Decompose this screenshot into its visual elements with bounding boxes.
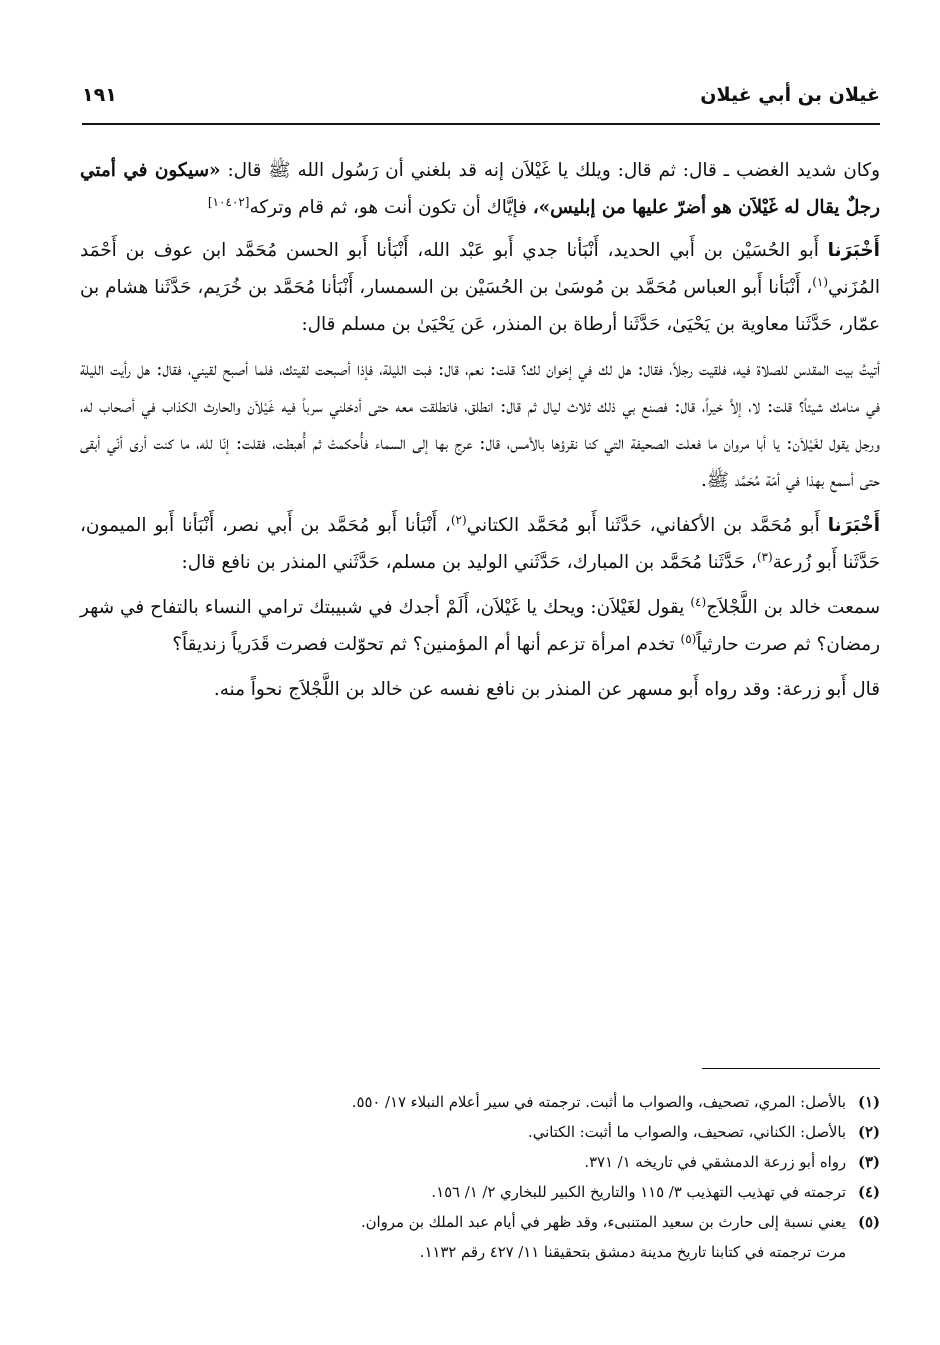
p5-footnote-marker-1: (٤) [690,594,707,609]
p4-mid: ، أَنْبَأنا أَبو مُحَمَّد بن أَبي نصر، أَنْبَأنا أَبو الميمون، حَدَّثَنا أَبو زُرعة [80,515,880,573]
footnotes [90,1088,880,1268]
main-text [80,152,880,716]
p5-footnote-marker-2: (٥) [680,631,697,646]
p2-footnote-marker: (١) [812,274,829,289]
p1-hadith-quote: «سيكون في أمتي رجلٌ يقال له غَيْلاَن هو أضرّ عليها من إبليس»، [80,160,880,218]
footnote-4 [90,1178,880,1208]
footnote-3-number: (٣) [858,1154,880,1171]
paragraph-4 [80,507,880,581]
p5-mid: يقول لغَيْلاَن: ويحك يا غَيْلاَن، أَلَمْ أجدك في شبيبتك ترامي النساء بالتفاح في شهر رمضان؟ ثم صرت حارثياً [80,597,880,655]
footnote-2 [90,1118,880,1148]
p1-rest: فإيَّاك أن تكون أنت هو، ثم قام وتركه [249,197,527,218]
p2-keyword: أَخْبَرَنا [827,240,880,261]
p5-rest: تخدم امرأة تزعم أنها أم المؤمنين؟ ثم تحوّلت فصرت قَدَرياً زنديقاً؟ [172,634,681,655]
p4-keyword: أَخْبَرَنا [827,515,881,536]
p4-text: أَبو مُحَمَّد بن الأكفاني، حَدَّثَنا أَبو مُحَمَّد الكتاني [466,515,820,536]
footnote-5 [90,1208,880,1268]
page-header [82,78,880,122]
footnote-2-text: بالأصل: الكناني، تصحيف، والصواب ما أثبت: الكتاني. [528,1124,846,1141]
p2-rest: ، أَنْبَأنا أَبو العباس مُحَمَّد بن مُوسَىٰ بن الحُسَيْن بن السمسار، أَنْبَأنا مُحَمَّد بن خُرَيم، حَدَّثَنا هشام بن عمّار، حَدَّثَنا معاوية بن يَحْيَىٰ، حَدَّثَنا أرطاة بن المنذر، عَن يَحْيَىٰ بن مسلم قال: [80,277,880,335]
paragraph-3 [80,351,880,499]
p5-text: سمعت خالد بن اللَّجْلاَج [706,597,881,618]
p1-text: وكان شديد الغضب ـ قال: ثم قال: ويلك يا غَيْلاَن إنه قد بلغني أن رَسُول الله ﷺ قال: [227,160,880,181]
footnote-2-number: (٢) [858,1124,880,1141]
p2-text: أَبو الحُسَيْن بن أَبي الحديد، أَنْبَأنا جدي أَبو عَبْد الله، أَنْبَأنا أَبو الحسن مُحَمَّد ابن عوف بن أَحْمَد المُزَني [80,240,880,298]
p4-footnote-marker-2: (٣) [756,549,773,564]
footnote-4-number: (٤) [858,1184,880,1201]
p1-reference: [١٠٤٠٢] [207,194,250,209]
footnote-1-number: (١) [858,1094,880,1111]
footnote-rule [702,1068,880,1069]
page-number: ١٩١ [82,84,117,106]
paragraph-5 [80,589,880,663]
footnote-5-text: يعني نسبة إلى حارث بن سعيد المتنبىء، وقد ظهر في أيام عبد الملك بن مروان. [360,1214,846,1231]
footnote-4-text: ترجمته في تهذيب التهذيب ٣/ ١١٥ والتاريخ الكبير للبخاري ٢/ ١/ ١٥٦. [431,1184,846,1201]
paragraph-1 [80,152,880,226]
paragraph-2 [80,232,880,343]
running-head: غيلان بن أبي غيلان [700,84,880,106]
paragraph-6 [80,671,880,708]
footnote-1 [90,1088,880,1118]
p4-footnote-marker-1: (٢) [450,512,467,527]
p3-text: أتيتُ بيت المقدس للصلاة فيه، فلقيت رجلاً، فقال: هل لك في إخوان لك؟ قلت: نعم، قال: فبت الليلة، فإذا أصبحت لقيتك، فلما أصبح لقيني، فقال: هل رأيت الليلة في منامك شيئاً؟ قلت: لا، إلاَّ خيراً، قال: فصنع بي ذلك ثلاث ليال ثم قال: انطلق، فانطلقت معه حتى أدخلني سرباً فيه غَيْلاَن والحارث الكذاب في أصحاب له، ورجل يقول لغَيْلاَن: يا أبا مروان ما فعلت الصحيفة التي كنا نقرؤها بالأمس، قال: عرج بها إلى السماء فأُحكمتْ ثم أُهبطت، فقلت: إنّا لله، ما كنت أرى أنّي أبقى حتى أسمع بهذا في أمّة مُحَمَّد ﷺ. [80,359,880,491]
p4-rest: ، حَدَّثَنا مُحَمَّد بن المبارك، حَدَّثَني الوليد بن مسلم، حَدَّثَني المنذر بن نافع قال: [181,552,757,573]
footnote-1-text: بالأصل: المري، تصحيف، والصواب ما أثبت. ترجمته في سير أعلام النبلاء ١٧/ ٥٥٠. [351,1094,846,1111]
footnote-3-text: رواه أبو زرعة الدمشقي في تاريخه ١/ ٣٧١. [584,1154,846,1171]
header-rule [82,123,880,125]
footnote-5-continuation: مرت ترجمته في كتابنا تاريخ مدينة دمشق بتحقيقنا ١١/ ٤٢٧ رقم ١١٣٢. [419,1244,846,1261]
footnote-5-number: (٥) [858,1214,880,1231]
footnote-3 [90,1148,880,1178]
p6-text: قال أَبو زرعة: وقد رواه أَبو مسهر عن المنذر بن نافع نفسه عن خالد بن اللَّجْلاَج نحواً منه. [213,679,880,700]
